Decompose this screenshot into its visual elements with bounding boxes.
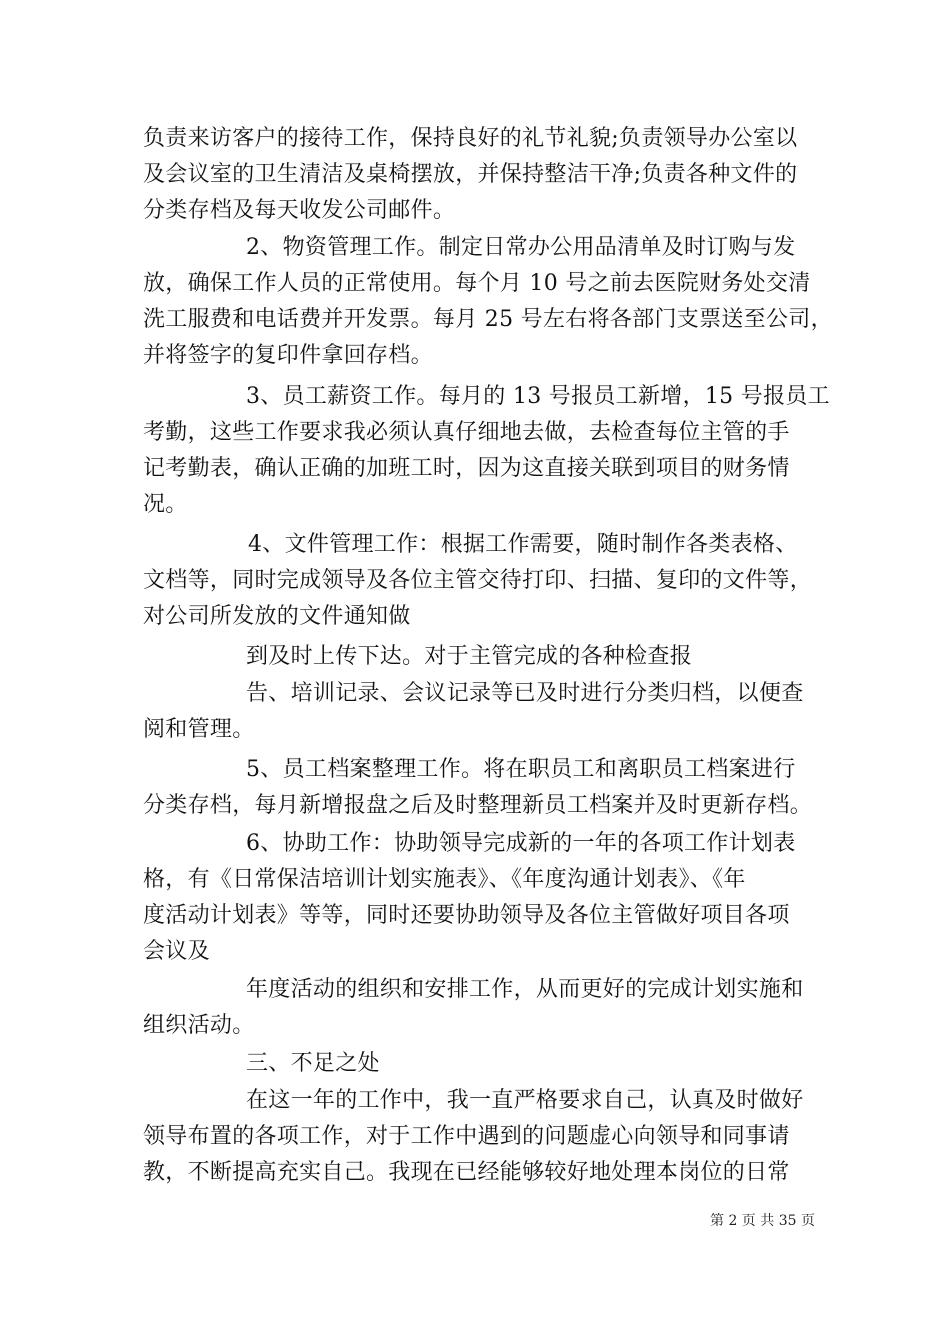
text-line: 文档等，同时完成领导及各位主管交待打印、扫描、复印的文件等， xyxy=(143,568,813,593)
text-line: 放，确保工作人员的正常使用。每个月 10 号之前去医院财务处交清 xyxy=(143,271,811,296)
text-line: 况。 xyxy=(143,492,188,517)
text-line: 负责来访客户的接待工作，保持良好的礼节礼貌;负责领导办公室以 xyxy=(143,126,798,151)
text-line: 5、员工档案整理工作。将在职员工和离职员工档案进行 xyxy=(246,757,796,782)
text-line: 度活动计划表》等等，同时还要协助领导及各位主管做好项目各项 xyxy=(143,903,790,928)
text-line: 对公司所发放的文件通知做 xyxy=(143,604,411,629)
text-line: 会议及 xyxy=(143,939,210,964)
text-line: 到及时上传下达。对于主管完成的各种检查报 xyxy=(246,644,693,669)
text-line: 分类存档及每天收发公司邮件。 xyxy=(143,198,456,223)
text-line: 告、培训记录、会议记录等已及时进行分类归档，以便查 xyxy=(246,681,804,706)
text-line: 教，不断提高充实自己。我现在已经能够较好地处理本岗位的日常 xyxy=(143,1160,790,1185)
text-line: 并将签字的复印件拿回存档。 xyxy=(143,343,433,368)
text-line: 在这一年的工作中，我一直严格要求自己，认真及时做好 xyxy=(246,1088,804,1113)
text-line: 洗工服费和电话费并开发票。每月 25 号左右将各部门支票送至公司， xyxy=(143,307,833,332)
text-line: 年度活动的组织和安排工作，从而更好的完成计划实施和 xyxy=(246,977,804,1002)
text-line: 记考勤表，确认正确的加班工时，因为这直接关联到项目的财务情 xyxy=(143,456,790,481)
text-line: 考勤，这些工作要求我必须认真仔细地去做，去检查每位主管的手 xyxy=(143,420,790,445)
text-line: 6、协助工作：协助领导完成新的一年的各项工作计划表 xyxy=(246,831,796,856)
section-heading: 三、不足之处 xyxy=(246,1051,380,1076)
text-line: 组织活动。 xyxy=(143,1013,255,1038)
text-line: 分类存档，每月新增报盘之后及时整理新员工档案并及时更新存档。 xyxy=(143,793,813,818)
text-line: 2、物资管理工作。制定日常办公用品清单及时订购与发 xyxy=(246,235,796,260)
text-line: 3、员工薪资工作。每月的 13 号报员工新增，15 号报员工 xyxy=(246,384,830,409)
page-number: 第 2 页 共 35 页 xyxy=(710,1213,815,1229)
text-line: 格，有《日常保洁培训计划实施表》、《年度沟通计划表》、《年 xyxy=(143,867,746,892)
text-line: 4、文件管理工作：根据工作需要，随时制作各类表格、 xyxy=(248,532,798,557)
text-line: 阅和管理。 xyxy=(143,717,255,742)
text-line: 领导布置的各项工作，对于工作中遇到的问题虚心向领导和同事请 xyxy=(143,1124,790,1149)
text-line: 及会议室的卫生清洁及桌椅摆放，并保持整洁干净;负责各种文件的 xyxy=(143,162,798,187)
